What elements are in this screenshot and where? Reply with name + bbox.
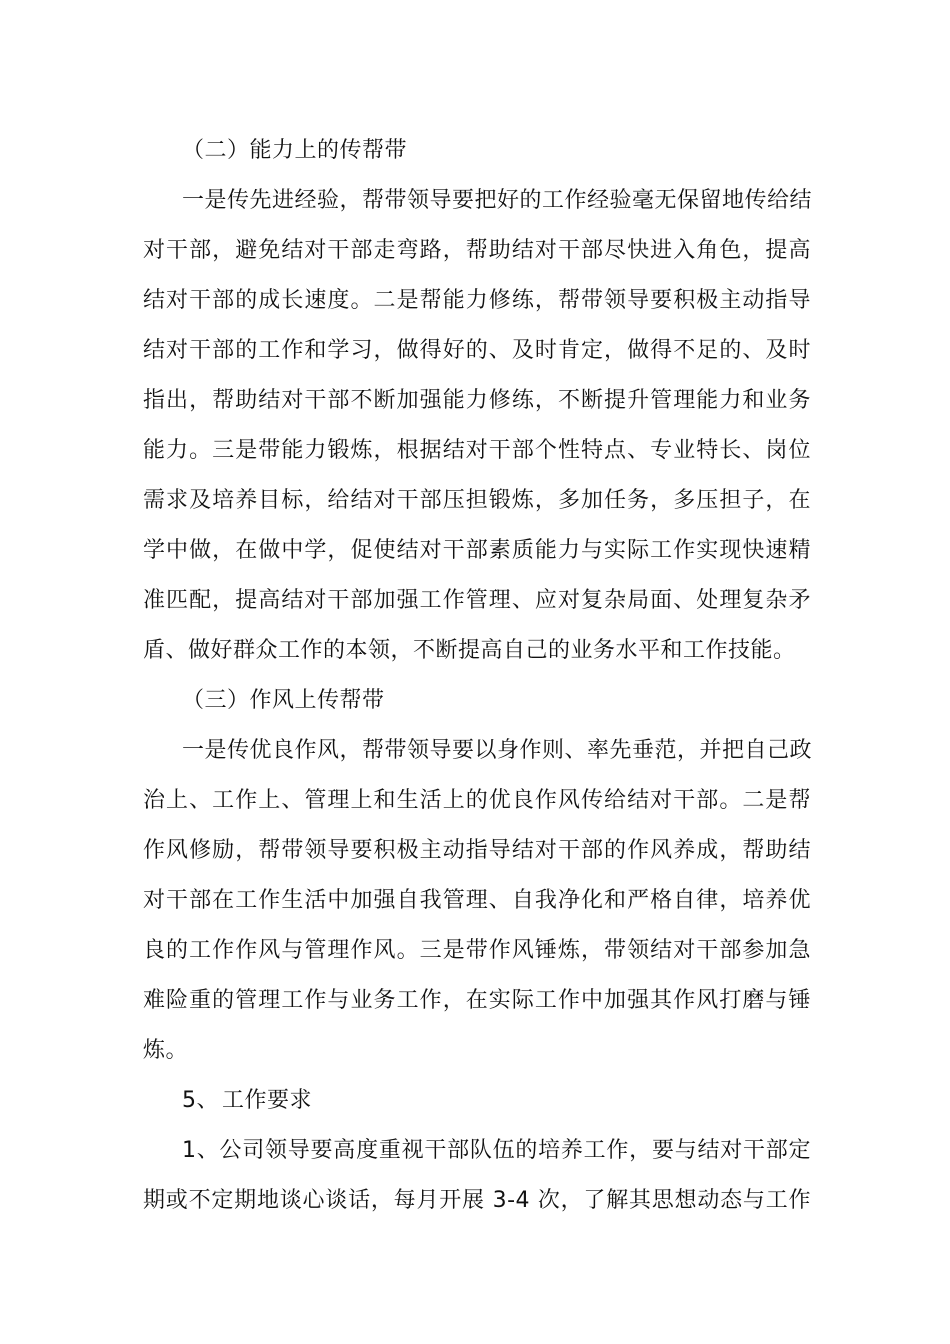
text-line: 对干部，避免结对干部走弯路，帮助结对干部尽快进入角色，提高 [143, 238, 811, 263]
section-heading-requirements [143, 1076, 811, 1126]
section-number: 5、 [182, 1088, 219, 1113]
text-line: 作风修励，帮带领导要积极主动指导结对干部的作风养成，帮助结 [143, 838, 811, 863]
text-line: 能力。三是带能力锻炼，根据结对干部个性特点、专业特长、岗位 [143, 438, 811, 463]
text-line: 盾、做好群众工作的本领，不断提高自己的业务水平和工作技能。 [143, 638, 796, 663]
text-line: 结对干部的工作和学习，做得好的、及时肯定，做得不足的、及时 [143, 338, 811, 363]
section-heading-ability: （二）能力上的传帮带 [182, 138, 408, 163]
text-line: 炼。 [143, 1038, 189, 1063]
text-line: 1、公司领导要高度重视干部队伍的培养工作，要与结对干部定 [182, 1138, 811, 1163]
text-line: 一是传先进经验，帮带领导要把好的工作经验毫无保留地传给结 [182, 188, 813, 213]
text-line: 一是传优良作风，帮带领导要以身作则、率先垂范，并把自己政 [182, 738, 813, 763]
text-line: 需求及培养目标，给结对干部压担锻炼，多加任务，多压担子，在 [143, 488, 811, 513]
text-line: 难险重的管理工作与业务工作，在实际工作中加强其作风打磨与锤 [143, 988, 811, 1013]
paragraph-item-1 [143, 1126, 811, 1226]
text-line: 学中做，在做中学，促使结对干部素质能力与实际工作实现快速精 [143, 538, 811, 563]
text-line: 对干部在工作生活中加强自我管理、自我净化和严格自律，培养优 [143, 888, 811, 913]
text-line: 期或不定期地谈心谈话，每月开展 3-4 次，了解其思想动态与工作 [143, 1188, 811, 1213]
text-line: 良的工作作风与管理作风。三是带作风锤炼，带领结对干部参加急 [143, 938, 811, 963]
paragraph-style [143, 726, 811, 1076]
text-line: 准匹配，提高结对干部加强工作管理、应对复杂局面、处理复杂矛 [143, 588, 811, 613]
section-title: 工作要求 [222, 1088, 313, 1113]
section-heading-style: （三）作风上传帮带 [182, 688, 385, 713]
document-body [143, 126, 811, 1226]
text-line: 结对干部的成长速度。二是帮能力修练，帮带领导要积极主动指导 [143, 288, 811, 313]
paragraph-ability [143, 176, 811, 676]
text-line: 治上、工作上、管理上和生活上的优良作风传给结对干部。二是帮 [143, 788, 811, 813]
text-line: 指出，帮助结对干部不断加强能力修练，不断提升管理能力和业务 [143, 388, 811, 413]
